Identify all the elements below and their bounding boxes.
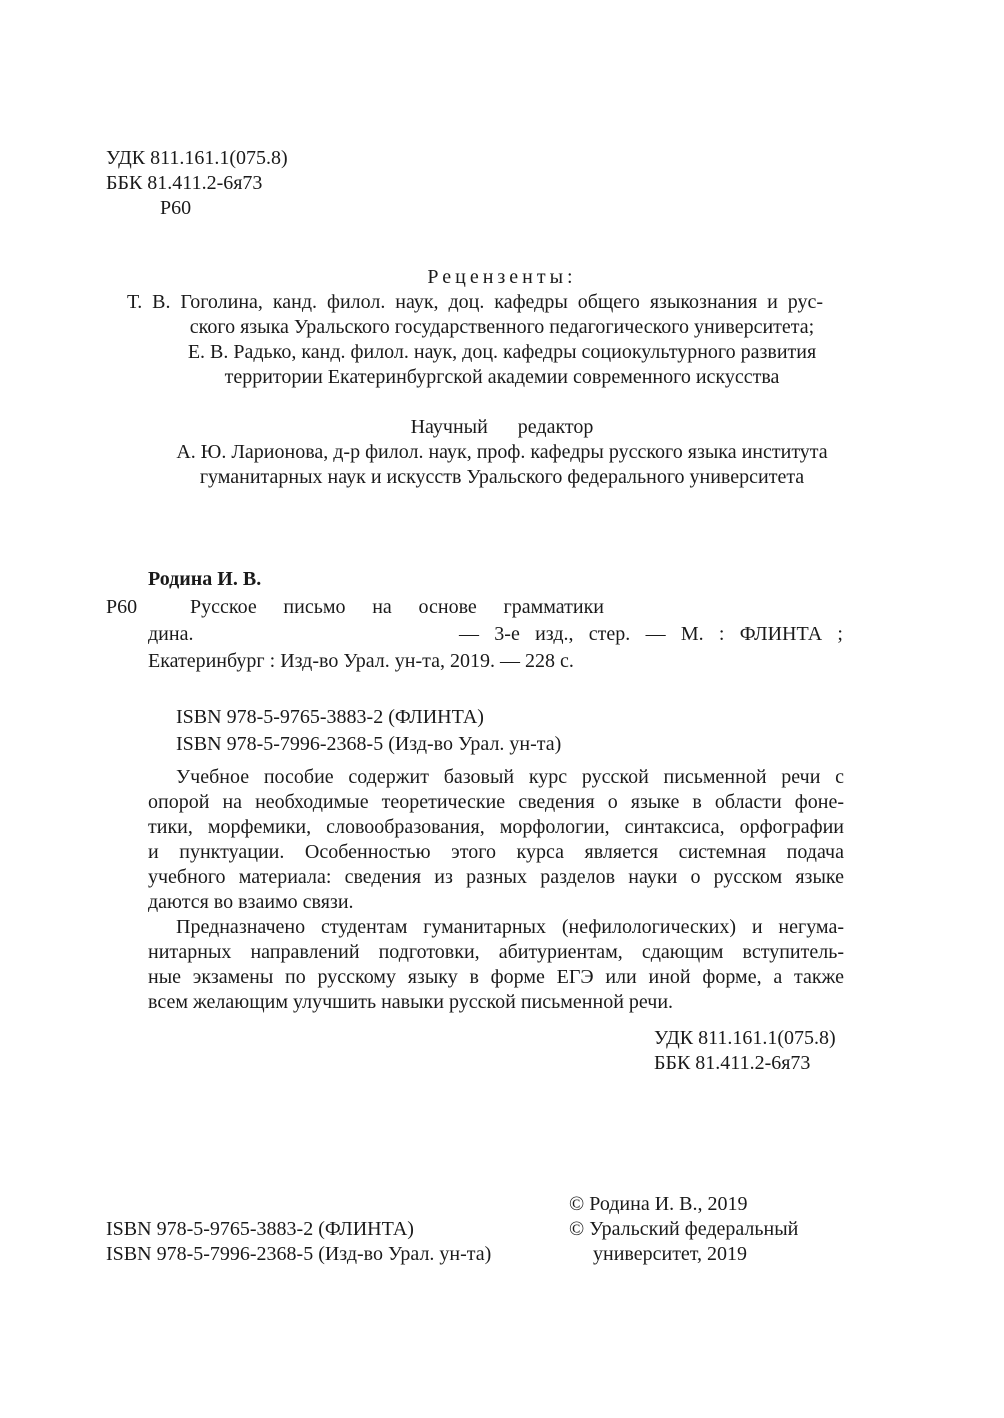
reviewers-heading: Рецензенты: xyxy=(427,266,577,288)
udk-code: УДК 811.161.1(075.8) xyxy=(106,147,288,169)
footer-isbn-1: ISBN 978-5-9765-3883-2 (ФЛИНТА) xyxy=(106,1218,414,1240)
annotation-line: всем желающим улучшить навыки русской письменной речи. xyxy=(148,991,674,1013)
classification-bbk: ББК 81.411.2-6я73 xyxy=(654,1052,811,1074)
annotation-line: Предназначено студентам гуманитарных (нефилологических) и негума- xyxy=(176,916,844,938)
reviewer-line-4: территории Екатеринбургской академии современного искусства xyxy=(224,366,780,388)
reviewer-line-1: Т. В. Гоголина, канд. филол. наук, доц. кафедры общего языкознания и рус- xyxy=(127,291,823,313)
annotation-line: опорой на необходимые теоретические сведения о языке в области фоне- xyxy=(148,791,844,813)
bib-mark: Р60 xyxy=(106,596,138,618)
editor-heading-word-1: Научный xyxy=(410,416,488,438)
classification-udk: УДК 811.161.1(075.8) xyxy=(654,1027,836,1049)
bib-isbn-1: ISBN 978-5-9765-3883-2 (ФЛИНТА) xyxy=(176,706,484,728)
copyright-university-cont: университет, 2019 xyxy=(593,1243,748,1265)
annotation-line: Учебное пособие содержит базовый курс русской письменной речи с xyxy=(176,766,844,788)
bbk-code: ББК 81.411.2-6я73 xyxy=(106,172,263,194)
annotation-line: тики, морфемики, словообразования, морфологии, синтаксиса, орфографии xyxy=(148,816,844,838)
reviewer-line-2: ского языка Уральского государственного педагогического университета; xyxy=(189,316,815,338)
bib-title: Русское письмо на основе грамматики xyxy=(190,596,604,618)
annotation-line: даются во взаимо связи. xyxy=(148,891,354,913)
footer-isbn-2: ISBN 978-5-7996-2368-5 (Изд-во Урал. ун-та) xyxy=(106,1243,492,1265)
annotation-line: ные экзамены по русскому языку в форме ЕГЭ или иной форме, а также xyxy=(148,966,844,988)
bib-line3: Екатеринбург : Изд-во Урал. ун-та, 2019. — 228 с. xyxy=(148,650,574,672)
editor-line-2: гуманитарных наук и искусств Уральского федерального университета xyxy=(199,466,805,488)
bib-line2-right: — 3-е изд., стер. — М. : ФЛИНТА ; xyxy=(459,623,843,645)
reviewer-line-3: Е. В. Радько, канд. филол. наук, доц. кафедры социокультурного развития xyxy=(187,341,817,363)
bib-author: Родина И. В. xyxy=(148,568,262,590)
bib-isbn-2: ISBN 978-5-7996-2368-5 (Изд-во Урал. ун-та) xyxy=(176,733,562,755)
editor-line-1: А. Ю. Ларионова, д-р филол. наук, проф. кафедры русского языка института xyxy=(176,441,828,463)
editor-heading xyxy=(0,415,1004,440)
bib-line2-left: дина. xyxy=(148,623,194,645)
annotation-line: учебного материала: сведения из разных разделов науки о русском языке xyxy=(148,866,844,888)
copyright-university: © Уральский федеральный xyxy=(569,1218,799,1240)
annotation-line: нитарных направлений подготовки, абитуриентам, сдающим вступитель- xyxy=(148,941,844,963)
annotation-line: и пунктуации. Особенностью этого курса является системная подача xyxy=(148,841,844,863)
editor-heading-word-2: редактор xyxy=(517,416,594,438)
copyright-author: © Родина И. В., 2019 xyxy=(569,1193,748,1215)
author-mark: Р60 xyxy=(160,197,192,219)
